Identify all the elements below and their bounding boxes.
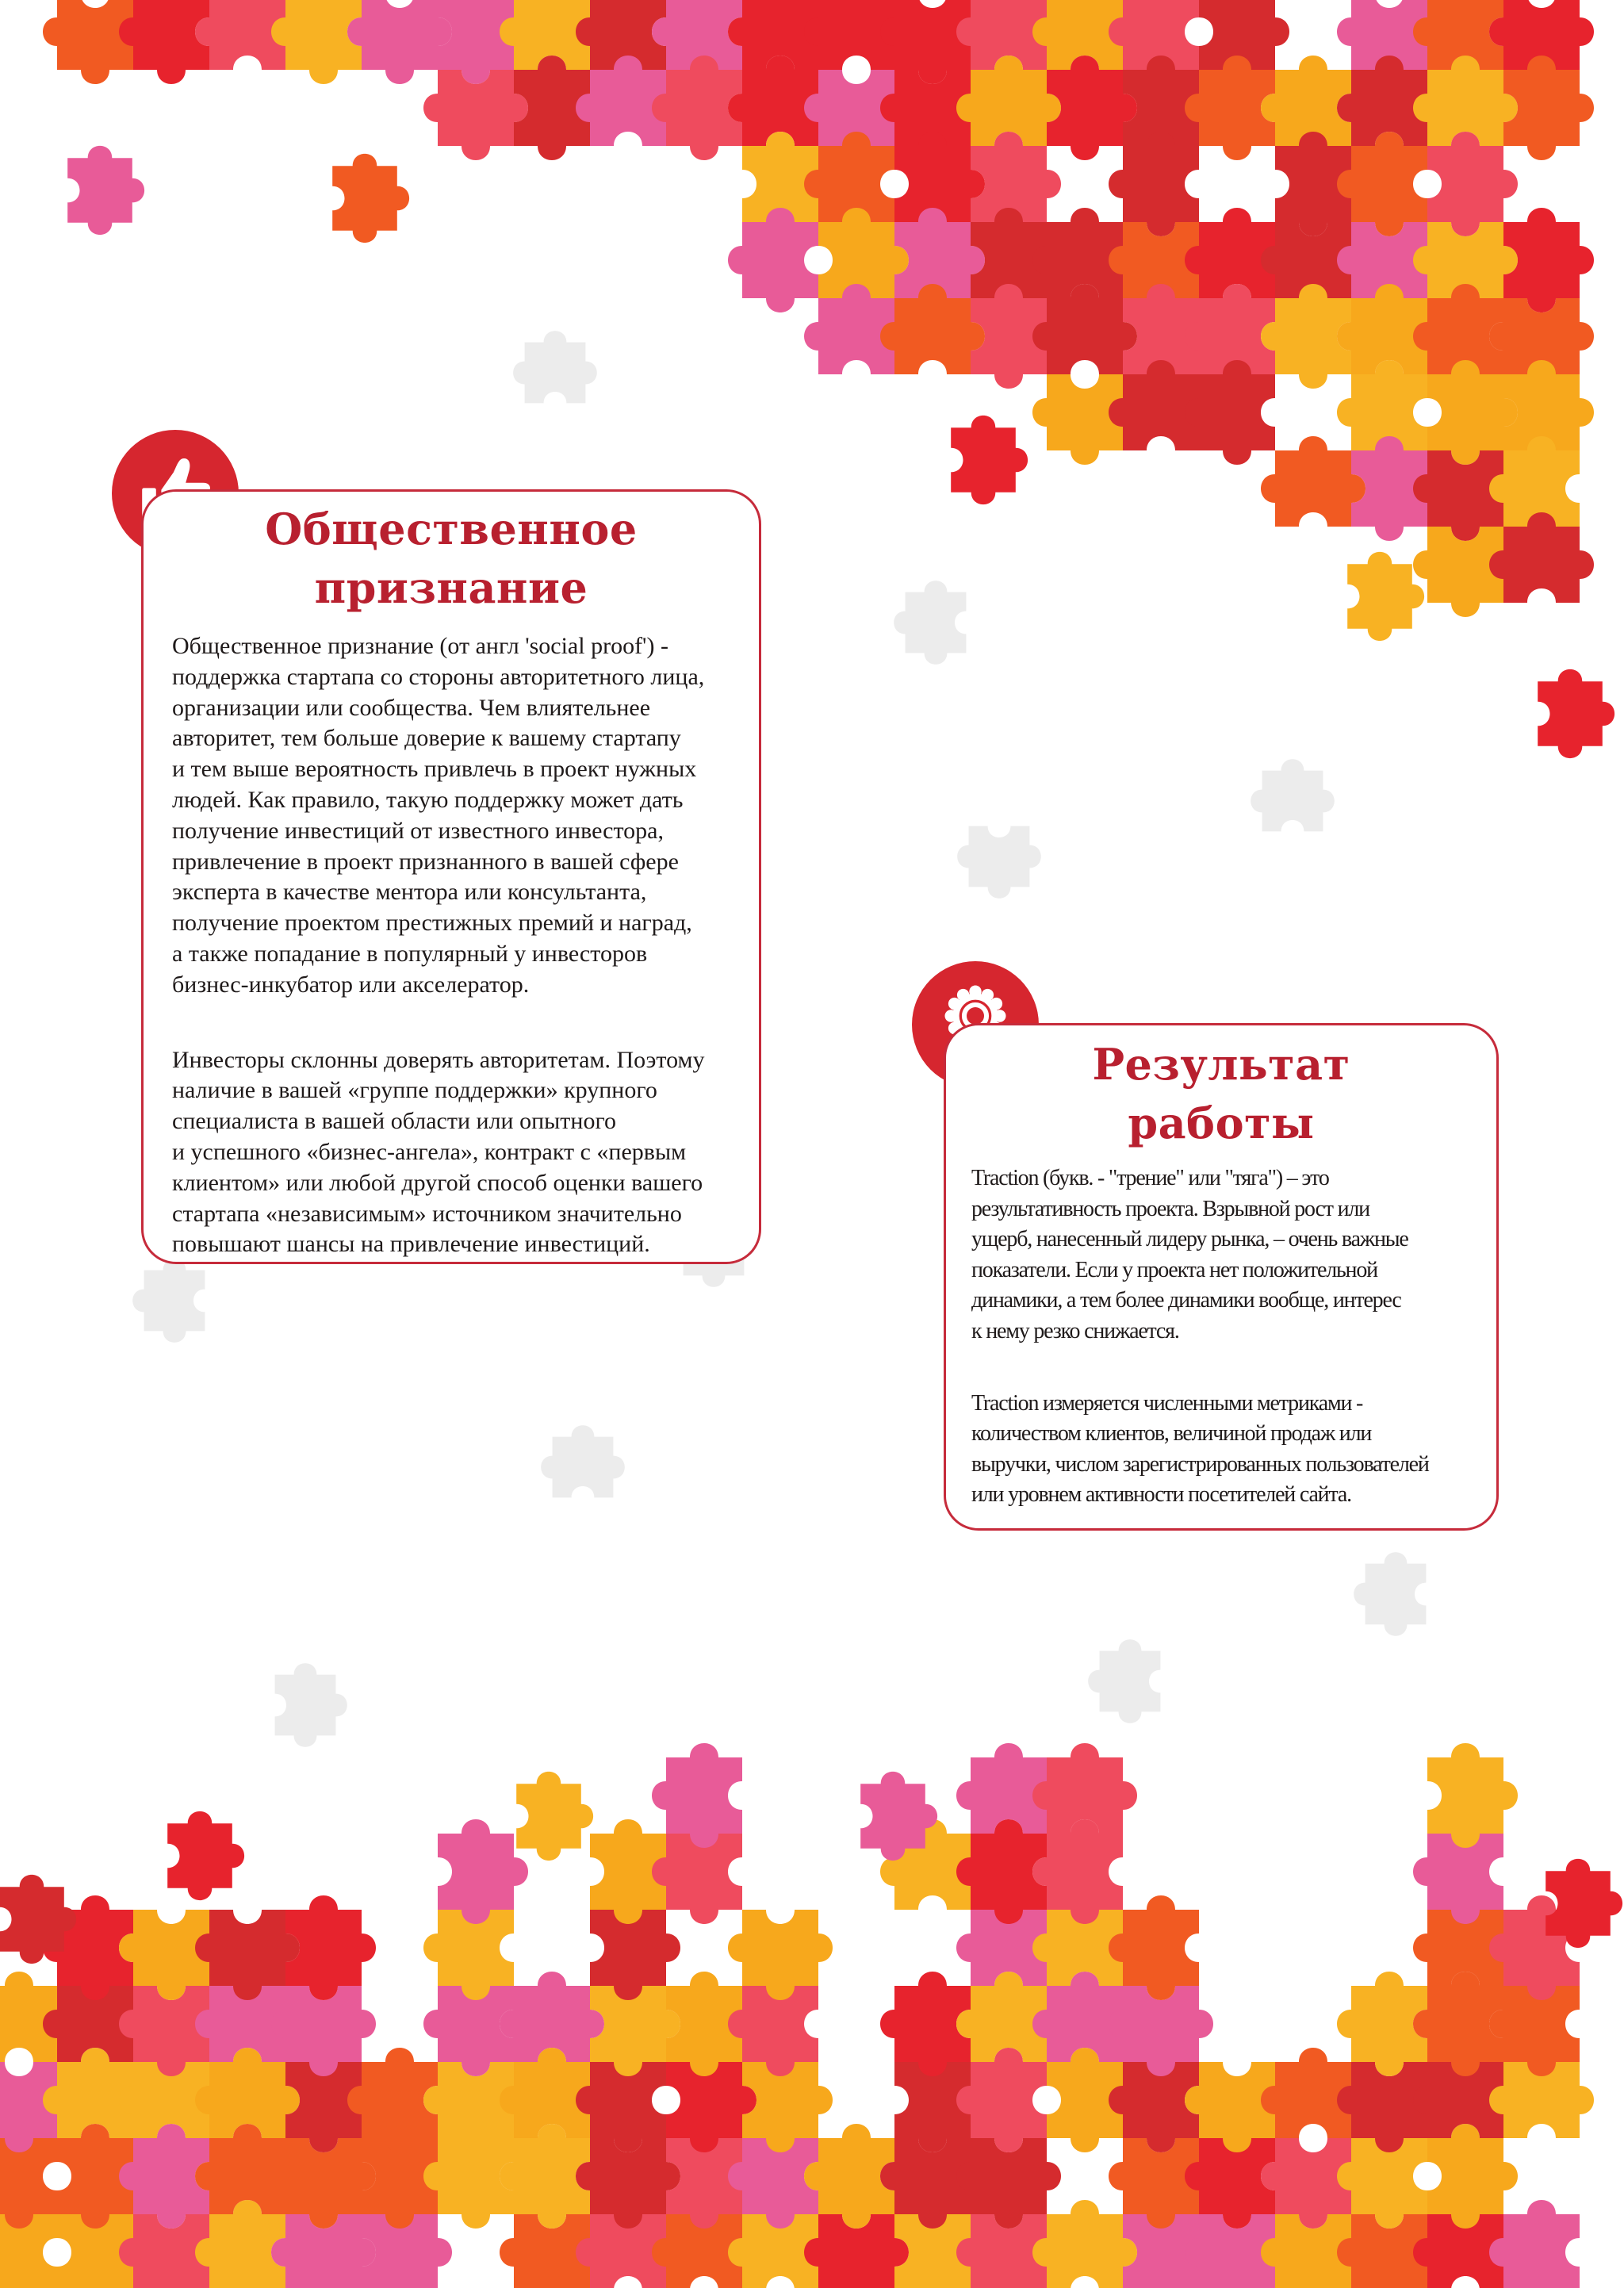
traction-title-line1: Результат <box>1092 1039 1350 1090</box>
social-proof-paragraph-2: Инвесторы склонны доверять авторитетам. Поэтому наличие в вашей «группе поддержки» крупного специалиста в вашей области или опытного и успешного «бизнес-ангела», контракт с «первым клиентом» или любой другой способ оценки вашего стартапа «независимым» источником значительно повышают шансы на привлечение инвестиций. <box>172 1046 705 1258</box>
traction-card <box>944 1023 1499 1531</box>
ghost-puzzle-piece <box>275 1663 347 1747</box>
puzzle-piece <box>167 1811 244 1900</box>
puzzle-piece <box>347 0 452 84</box>
social-proof-title-line1: Общественное <box>265 504 638 554</box>
puzzle-piece <box>951 416 1028 504</box>
puzzle-piece <box>67 146 144 235</box>
social-proof-title-line2: признание <box>314 562 588 613</box>
puzzle-piece <box>728 208 818 312</box>
puzzle-piece <box>1109 132 1199 236</box>
puzzle-piece <box>1427 1743 1518 1848</box>
ghost-puzzle-piece <box>513 331 597 403</box>
puzzle-piece <box>1032 2200 1137 2288</box>
puzzle-piece <box>516 1772 593 1861</box>
traction-title-line2: работы <box>1128 1098 1315 1148</box>
puzzle-piece <box>1545 1859 1622 1948</box>
ghost-puzzle-piece <box>132 1259 205 1343</box>
puzzle-piece <box>438 1819 528 1924</box>
social-proof-title <box>144 492 759 617</box>
ghost-puzzle-piece <box>1088 1639 1160 1723</box>
ghost-puzzle-piece <box>894 581 966 665</box>
traction-title <box>946 1025 1496 1152</box>
ghost-puzzle-piece <box>1251 759 1335 831</box>
ghost-puzzle-piece <box>957 826 1041 899</box>
puzzle-cluster-bottom <box>0 1743 1594 2288</box>
social-proof-paragraph-1: Общественное признание (от англ 'social proof') - поддержка стартапа со стороны авторитетного лица, организации или сообщества. Чем влиятельнее авторитет, тем больше доверие к вашему стартапу и тем выше вероятность привлечь в проект нужных людей. Как правило, такую поддержку может дать получение инвестиций от известного инвестора, привлечение в проект признанного в вашей сфере эксперта в качестве ментора или консультанта, получение проектом престижных премий и наград, а также попадание в популярный у инвесторов бизнес-инкубатор или акселератор. <box>172 633 705 998</box>
puzzle-piece <box>1427 132 1518 236</box>
traction-paragraph-2: Traction измеряется численными метриками - количеством клиентов, величиной продаж или выручки, числом зарегистрированных пользователей или уровнем активности посетителей сайта. <box>971 1390 1429 1508</box>
social-proof-card <box>141 489 761 1264</box>
puzzle-piece <box>1427 2124 1518 2229</box>
puzzle-piece <box>332 154 409 243</box>
puzzle-piece <box>652 1743 742 1848</box>
ghost-puzzle-piece <box>541 1425 625 1497</box>
puzzle-piece <box>1347 552 1424 641</box>
ghost-puzzle-piece <box>1354 1552 1426 1636</box>
puzzle-piece <box>1261 436 1365 527</box>
traction-paragraph-1: Traction (букв. - "трение" или "тяга") – это результативность проекта. Взрывной рост или ущерб, нанесенный лидеру рынка, – очень важные показатели. Если у проекта нет положительной динамики, а тем более динамики вообще, интерес к нему резко снижается. <box>971 1166 1408 1343</box>
puzzle-piece <box>1538 669 1614 758</box>
